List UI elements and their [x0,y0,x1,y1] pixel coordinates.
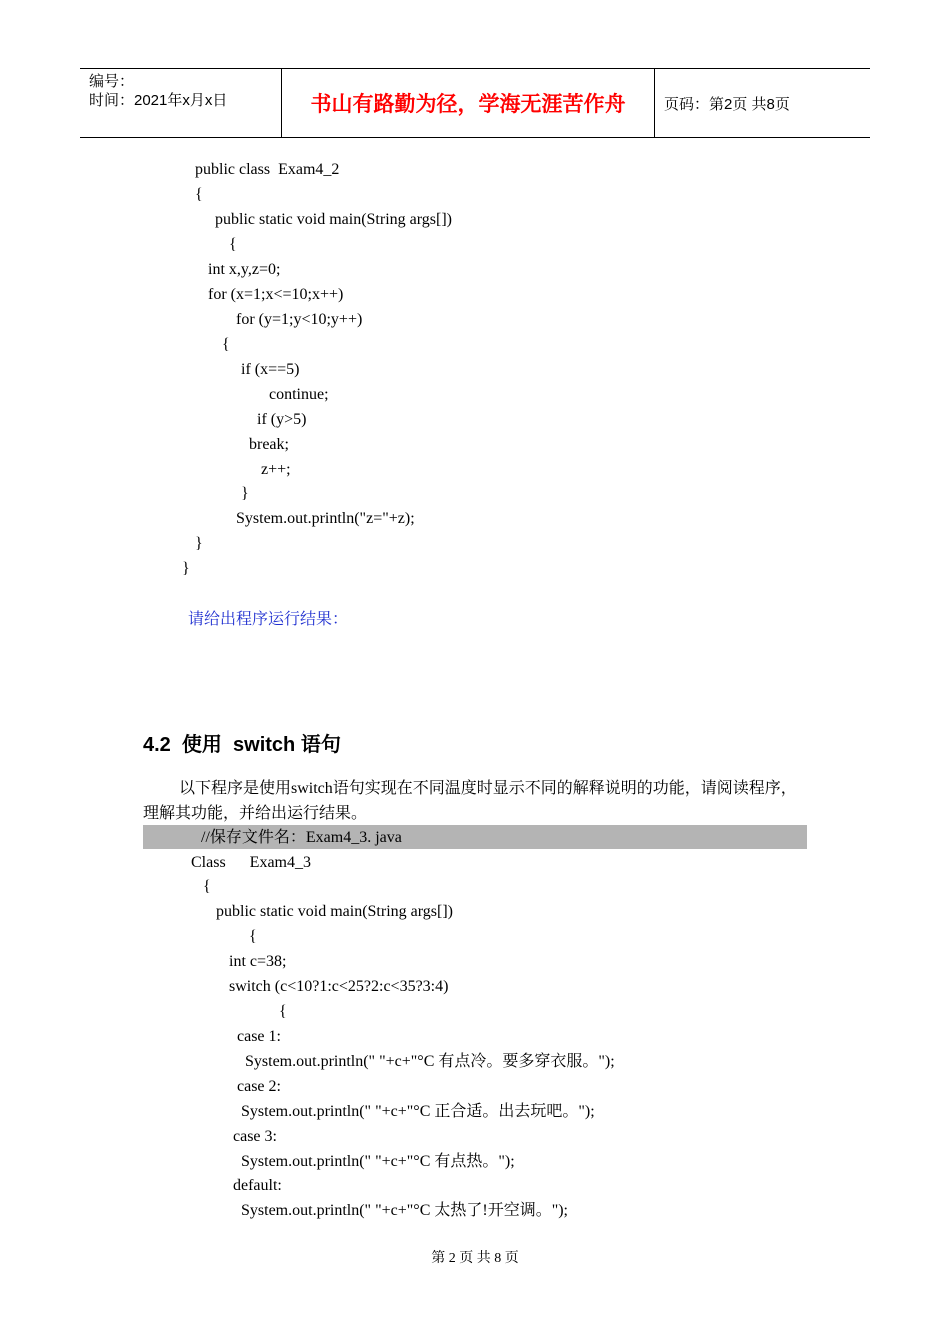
code-line: default: [233,1177,282,1194]
code-line: case 1: [237,1028,281,1045]
code-line: { [203,878,211,895]
code-line: public static void main(String args[]) [216,903,453,920]
header-page-info: 页码：第2页 共8页 [664,95,790,113]
code-line: System.out.println(" "+c+"°C 太热了!开空调。"); [241,1202,569,1219]
code-line: { [229,236,237,253]
page-footer: 第 2 页 共 8 页 [431,1251,519,1266]
code-line: break; [249,436,289,453]
code-line: Class Exam4_3 [191,854,311,871]
code-line: System.out.println(" "+c+"°C 正合适。出去玩吧。"); [241,1103,595,1120]
save-comment: //保存文件名：Exam4_3. java [201,829,402,846]
code-line: if (y>5) [257,411,307,428]
page-header [80,68,870,138]
intro-paragraph: 以下程序是使用switch语句实现在不同温度时显示不同的解释说明的功能，请阅读程序，理解其功能，并给出运行结果。 [143,780,797,822]
code-line: { [249,928,257,945]
code-line: for (y=1;y<10;y++) [236,311,363,328]
header-motto: 书山有路勤为径，学海无涯苦作舟 [282,69,655,137]
code-line: if (x==5) [241,361,300,378]
code-line: int x,y,z=0; [208,261,281,278]
code-line: { [279,1003,287,1020]
code-line: continue; [269,386,329,403]
code-line: } [241,485,249,502]
code-line: } [182,560,190,577]
code-line: z++; [261,461,291,478]
code-line: switch (c<10?1:c<25?2:c<35?3:4) [229,978,449,995]
code-line: { [195,186,203,203]
question-prompt: 请给出程序运行结果： [188,611,349,628]
header-left-cell [80,69,282,137]
code-line: case 2: [237,1078,281,1095]
time-label: 时间：2021年x月x日 [89,92,228,109]
code-line: for (x=1;x<=10;x++) [208,286,344,303]
code-line: public static void main(String args[]) [215,211,452,228]
code-line: System.out.println(" "+c+"°C 有点热。"); [241,1153,515,1170]
code-line: System.out.println("z="+z); [236,510,415,527]
code-line: } [195,535,203,552]
code-line: public class Exam4_2 [195,161,340,178]
code-line: case 3: [233,1128,277,1145]
code-line: { [222,336,230,353]
code-line: int c=38; [229,953,287,970]
code-line: System.out.println(" "+c+"°C 有点冷。要多穿衣服。"); [245,1053,615,1070]
section-heading: 4.2 使用 switch 语句 [143,734,341,756]
number-label: 编号： [89,73,135,90]
